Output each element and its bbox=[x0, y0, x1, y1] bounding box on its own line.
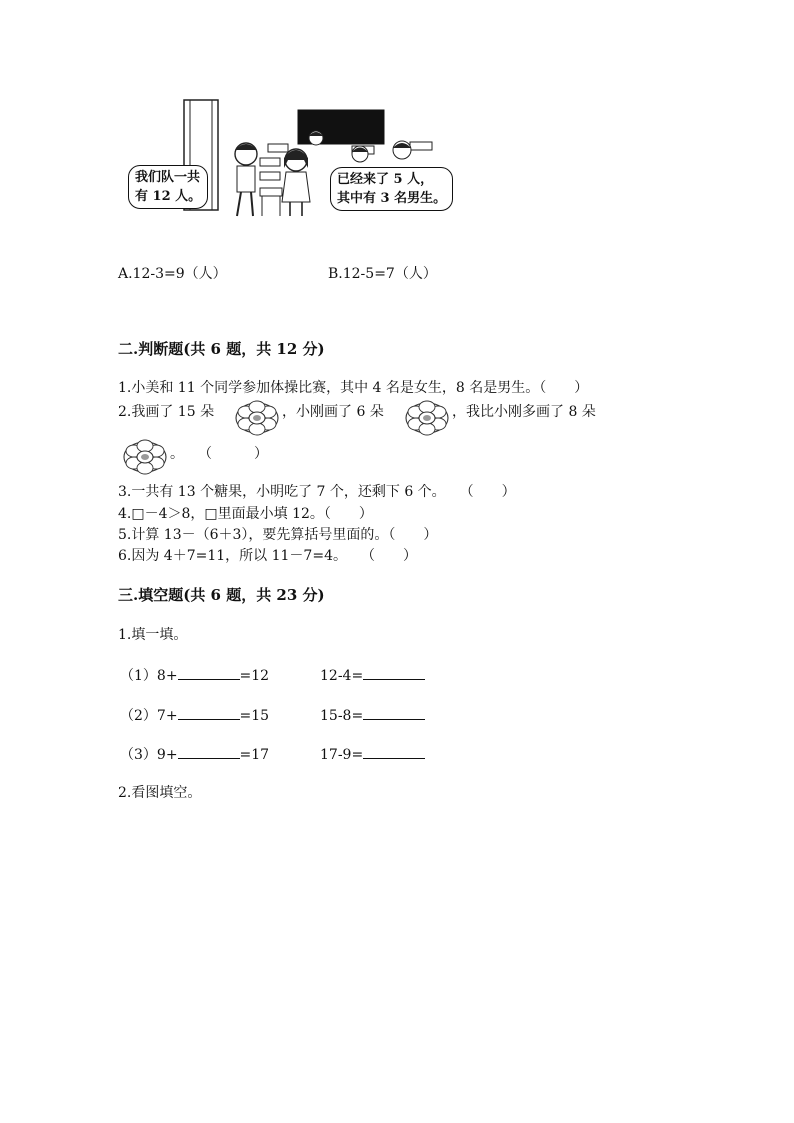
answer-blank[interactable] bbox=[363, 666, 425, 680]
fill-row-3-left bbox=[120, 745, 269, 764]
flower-icon bbox=[234, 398, 280, 438]
judge-question-4: 4.□－4＞8，□里面最小填 12。（ ） bbox=[118, 506, 373, 522]
fill-row-2-left bbox=[120, 706, 269, 725]
fill-row-1-left-prefix: （1）8+ bbox=[120, 668, 178, 684]
answer-blank[interactable] bbox=[178, 666, 240, 680]
option-b: B.12-5=7（人） bbox=[328, 266, 437, 282]
fill-row-1-left bbox=[120, 666, 269, 685]
judge-question-1: 1.小美和 11 个同学参加体操比赛，其中 4 名是女生，8 名是男生。（ ） bbox=[118, 380, 589, 396]
judge-question-3: 3.一共有 13 个糖果，小明吃了 7 个，还剩下 6 个。 （ ） bbox=[118, 484, 516, 500]
fill-row-2-right-prefix: 15-8= bbox=[320, 708, 364, 724]
fill-row-3-right-prefix: 17-9= bbox=[320, 747, 364, 763]
option-a: A.12-3=9（人） bbox=[118, 266, 227, 282]
fill-row-3-right bbox=[320, 745, 425, 764]
flower-icon bbox=[122, 437, 168, 477]
answer-blank[interactable] bbox=[178, 745, 240, 759]
fill-row-2-right bbox=[320, 706, 425, 725]
judge-question-2-part-4: 。 （ ） bbox=[170, 446, 268, 462]
answer-blank[interactable] bbox=[363, 706, 425, 720]
section-3-title: 三.填空题(共 6 题，共 23 分) bbox=[118, 586, 325, 604]
fill-question-2-title: 2.看图填空。 bbox=[118, 785, 202, 801]
judge-question-6: 6.因为 4＋7=11，所以 11－7=4。 （ ） bbox=[118, 548, 417, 564]
answer-blank[interactable] bbox=[363, 745, 425, 759]
fill-row-1-right-prefix: 12-4= bbox=[320, 668, 364, 684]
judge-question-5: 5.计算 13－（6＋3），要先算括号里面的。（ ） bbox=[118, 527, 438, 543]
judge-question-2-part-2: ，小刚画了 6 朵 bbox=[282, 404, 384, 420]
fill-row-1-left-suffix: =12 bbox=[239, 668, 270, 684]
fill-question-1-title: 1.填一填。 bbox=[118, 627, 188, 643]
fill-row-3-left-prefix: （3）9+ bbox=[120, 747, 178, 763]
fill-row-2-left-suffix: =15 bbox=[239, 708, 270, 724]
fill-row-3-left-suffix: =17 bbox=[239, 747, 270, 763]
answer-blank[interactable] bbox=[178, 706, 240, 720]
section-2-title: 二.判断题(共 6 题，共 12 分) bbox=[118, 340, 325, 358]
judge-question-2-part-3: ，我比小刚多画了 8 朵 bbox=[452, 404, 596, 420]
judge-question-2-part-1: 2.我画了 15 朵 bbox=[118, 404, 215, 420]
fill-row-1-right bbox=[320, 666, 425, 685]
speech-bubble-left: 我们队一共 有 12 人。 bbox=[128, 165, 208, 209]
flower-icon bbox=[404, 398, 450, 438]
fill-row-2-left-prefix: （2）7+ bbox=[120, 708, 178, 724]
speech-bubble-right: 已经来了 5 人， 其中有 3 名男生。 bbox=[330, 167, 453, 211]
